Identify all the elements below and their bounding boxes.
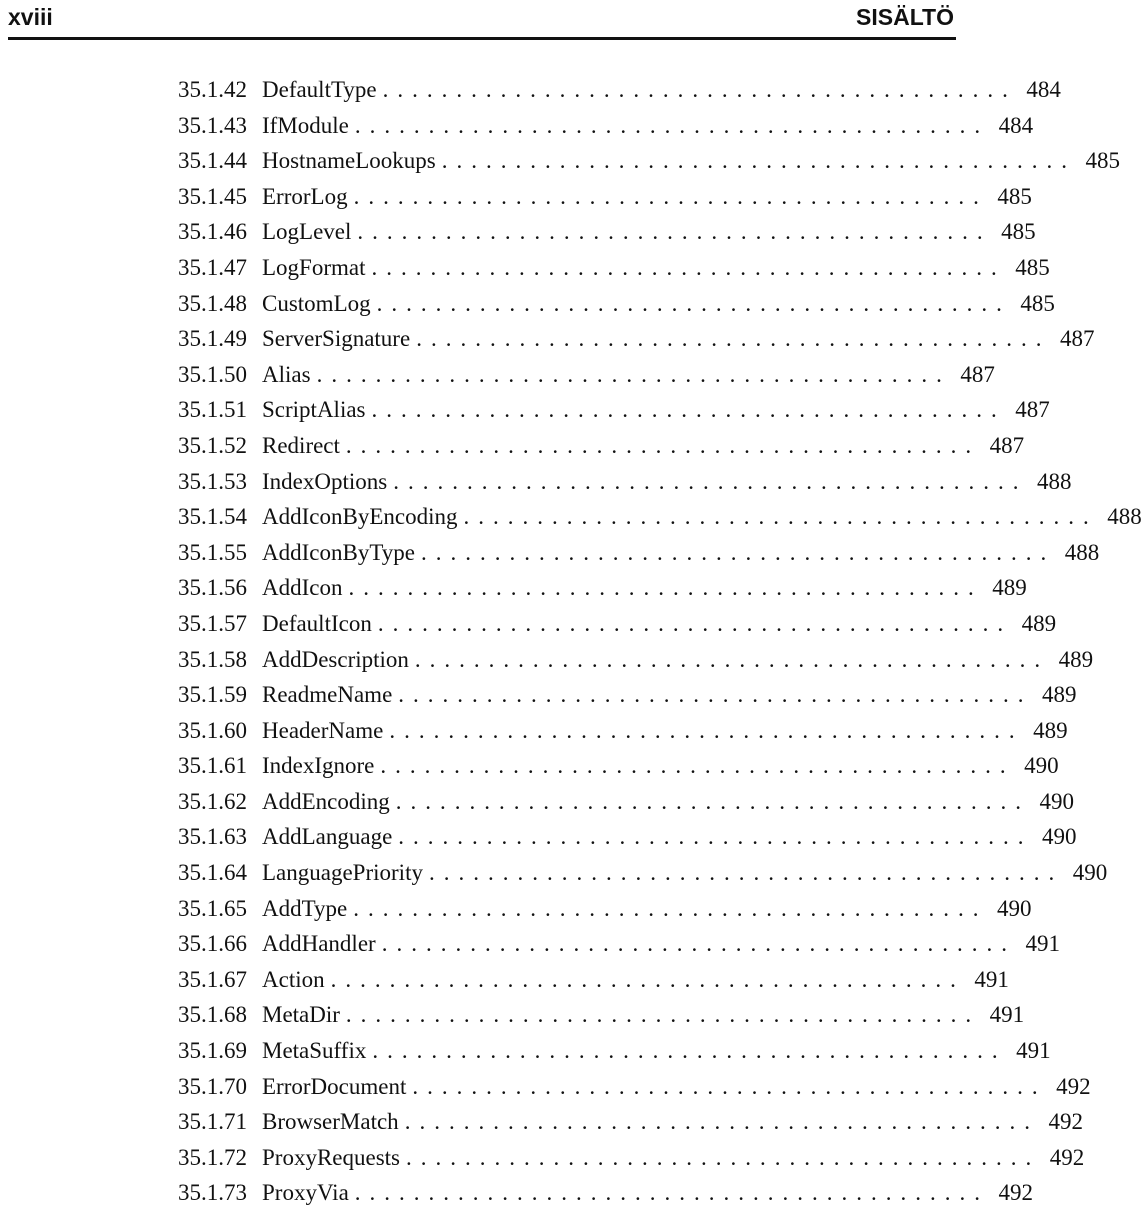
section-title: SISÄLTÖ [856,4,954,30]
toc-entry-title: AddIcon [262,575,343,601]
toc-entry-35-1-46[interactable] [178,214,1036,250]
toc-entry-35-1-42[interactable] [178,72,1061,108]
toc-dot-leader: ........................................... [330,966,965,992]
toc-entry-title: Action [262,966,325,992]
toc-entry-35-1-59[interactable] [178,677,1077,713]
toc-entry-number: 35.1.53 [178,468,247,494]
toc-entry-title: AddIconByEncoding [262,504,458,530]
toc-entry-page: 489 [1021,610,1057,636]
toc-entry-title: ReadmeName [262,682,393,708]
toc-entry-number: 35.1.52 [178,432,247,458]
toc-dot-leader: ........................................... [393,468,1028,494]
toc-entry-title: DefaultType [262,77,377,102]
toc-entry-page: 485 [1015,254,1050,280]
page-header [8,0,956,40]
toc-entry-page: 487 [1015,397,1050,423]
toc-entry-page: 492 [1056,1073,1091,1099]
toc-entry-number: 35.1.45 [178,183,247,209]
toc-entry-title: AddDescription [262,646,409,672]
toc-entry-35-1-63[interactable] [178,819,1077,855]
toc-entry-number: 35.1.47 [178,254,247,280]
toc-dot-leader: ........................................... [345,1002,981,1028]
toc-entry-35-1-68[interactable] [178,997,1025,1033]
toc-dot-leader: ........................................... [416,326,1051,352]
toc-entry-35-1-45[interactable] [178,179,1032,215]
toc-entry-35-1-47[interactable] [178,250,1050,286]
toc-entry-title: HeaderName [262,717,384,743]
toc-entry-page: 491 [1016,1038,1051,1064]
toc-dot-leader: ........................................... [398,682,1033,708]
toc-entry-title: ProxyVia [262,1180,349,1206]
toc-entry-number: 35.1.50 [178,361,247,387]
toc-entry-page: 485 [1020,290,1055,316]
toc-dot-leader: ........................................... [380,753,1015,779]
toc-entry-title: ServerSignature [262,326,411,352]
toc-entry-page: 489 [1058,646,1094,672]
toc-entry-title: AddEncoding [262,788,390,814]
toc-entry-number: 35.1.67 [178,966,247,992]
toc-entry-title: ScriptAlias [262,397,366,423]
toc-entry-page: 490 [1024,753,1059,779]
toc-entry-35-1-73[interactable] [178,1175,1034,1211]
toc-entry-number: 35.1.65 [178,895,247,921]
toc-entry-35-1-61[interactable] [178,748,1059,784]
toc-entry-35-1-44[interactable] [178,143,1121,179]
toc-entry-page: 485 [1001,219,1036,245]
toc-dot-leader: ........................................... [398,824,1033,850]
toc-entry-number: 35.1.55 [178,539,247,565]
toc-entry-35-1-67[interactable] [178,962,1009,998]
toc-dot-leader: ........................................... [406,1144,1041,1170]
toc-entry-number: 35.1.48 [178,290,247,316]
toc-entry-35-1-66[interactable] [178,926,1060,962]
toc-entry-35-1-69[interactable] [178,1033,1051,1069]
toc-entry-title: ProxyRequests [262,1144,400,1170]
toc-dot-leader: ........................................... [348,575,983,601]
toc-dot-leader: ........................................... [389,717,1024,743]
toc-entry-title: Alias [262,361,311,387]
toc-entry-page: 488 [1064,539,1100,565]
toc-entry-title: ErrorDocument [262,1073,407,1099]
toc-entry-35-1-60[interactable] [178,713,1068,749]
toc-entry-title: LanguagePriority [262,860,423,886]
toc-entry-35-1-43[interactable] [178,108,1034,144]
toc-entry-page: 491 [1025,931,1060,957]
toc-entry-page: 492 [998,1180,1034,1206]
toc-entry-title: IfModule [262,112,349,138]
toc-entry-number: 35.1.62 [178,788,247,814]
toc-entry-number: 35.1.68 [178,1002,247,1028]
toc-entry-number: 35.1.73 [178,1180,247,1206]
toc-entry-35-1-52[interactable] [178,428,1025,464]
toc-dot-leader: ........................................... [404,1109,1039,1135]
toc-dot-leader: ........................................... [377,610,1013,636]
toc-entry-page: 490 [1042,824,1077,850]
toc-entry-page: 485 [1085,148,1121,174]
toc-entry-page: 490 [997,895,1032,921]
toc-entry-title: CustomLog [262,290,371,316]
toc-entry-number: 35.1.58 [178,646,247,672]
toc-entry-title: AddHandler [262,931,376,957]
toc-entry-title: DefaultIcon [262,610,372,636]
toc-entry-number: 35.1.49 [178,326,247,352]
toc-entry-number: 35.1.63 [178,824,247,850]
toc-entry-35-1-57[interactable] [178,606,1057,642]
toc-entry-35-1-54[interactable] [178,499,1142,535]
toc-dot-leader: ........................................... [428,860,1064,886]
toc-entry-page: 489 [992,575,1027,601]
toc-dot-leader: ........................................... [420,539,1056,565]
toc-entry-number: 35.1.56 [178,575,247,601]
toc-entry-number: 35.1.59 [178,682,247,708]
toc-entry-title: ErrorLog [262,183,348,209]
toc-entry-35-1-72[interactable] [178,1140,1085,1176]
toc-entry-page: 485 [997,183,1032,209]
toc-entry-page: 487 [989,432,1025,458]
toc-entry-title: IndexIgnore [262,753,375,779]
toc-entry-number: 35.1.51 [178,397,247,423]
toc-entry-title: BrowserMatch [262,1109,399,1135]
toc-entry-35-1-51[interactable] [178,392,1050,428]
toc-entry-page: 488 [1107,504,1142,530]
toc-dot-leader: ........................................... [357,219,992,245]
toc-dot-leader: ........................................... [414,646,1050,672]
toc-entry-35-1-64[interactable] [178,855,1108,891]
toc-entry-35-1-58[interactable] [178,642,1094,678]
toc-dot-leader: ........................................... [376,290,1011,316]
toc-dot-leader: ........................................... [371,254,1006,280]
toc-dot-leader: ........................................... [345,432,981,458]
toc-dot-leader: ........................................... [354,1180,990,1206]
toc-entry-35-1-50[interactable] [178,357,995,393]
table-of-contents [178,72,1142,1211]
toc-entry-35-1-71[interactable] [178,1104,1083,1140]
toc-entry-page: 484 [998,112,1034,138]
toc-entry-35-1-55[interactable] [178,535,1100,571]
toc-entry-page: 487 [960,361,995,387]
toc-entry-number: 35.1.46 [178,219,247,245]
toc-dot-leader: ........................................... [353,183,988,209]
toc-entry-number: 35.1.64 [178,860,247,886]
toc-entry-page: 492 [1048,1109,1083,1135]
toc-entry-title: LogFormat [262,254,366,280]
toc-entry-35-1-65[interactable] [178,891,1032,927]
toc-dot-leader: ........................................... [353,895,988,921]
toc-entry-page: 490 [1072,860,1108,886]
toc-entry-page: 491 [989,1002,1025,1028]
toc-entry-number: 35.1.71 [178,1109,247,1135]
toc-entry-page: 484 [1026,77,1061,102]
toc-entry-title: AddLanguage [262,824,393,850]
toc-dot-leader: ........................................... [382,77,1017,102]
toc-entry-number: 35.1.54 [178,504,247,530]
toc-dot-leader: ........................................... [441,148,1077,174]
toc-dot-leader: ........................................... [463,504,1098,530]
toc-entry-35-1-49[interactable] [178,321,1095,357]
toc-entry-35-1-48[interactable] [178,286,1055,322]
toc-entry-35-1-70[interactable] [178,1069,1091,1105]
toc-entry-number: 35.1.70 [178,1073,247,1099]
toc-entry-number: 35.1.57 [178,610,247,636]
toc-entry-35-1-56[interactable] [178,570,1027,606]
toc-entry-35-1-53[interactable] [178,464,1072,500]
toc-entry-title: LogLevel [262,219,352,245]
toc-dot-leader: ........................................... [395,788,1031,814]
toc-entry-title: IndexOptions [262,468,388,494]
toc-entry-page: 489 [1033,717,1068,743]
toc-entry-title: HostnameLookups [262,148,436,174]
toc-entry-page: 489 [1042,682,1077,708]
toc-entry-title: AddIconByType [262,539,415,565]
toc-entry-number: 35.1.66 [178,931,247,957]
toc-dot-leader: ........................................... [372,1038,1007,1064]
toc-entry-page: 492 [1049,1144,1085,1170]
toc-dot-leader: ........................................... [412,1073,1047,1099]
toc-entry-35-1-62[interactable] [178,784,1075,820]
toc-entry-title: Redirect [262,432,340,458]
toc-entry-number: 35.1.61 [178,753,247,779]
toc-entry-title: AddType [262,895,348,921]
toc-entry-title: MetaDir [262,1002,340,1028]
toc-entry-page: 491 [974,966,1009,992]
toc-entry-number: 35.1.72 [178,1144,247,1170]
toc-entry-page: 488 [1036,468,1072,494]
toc-entry-number: 35.1.43 [178,112,247,138]
toc-dot-leader: ........................................... [316,361,951,387]
toc-entry-page: 487 [1059,326,1095,352]
page-number: xviii [8,4,53,30]
toc-entry-page: 490 [1039,788,1075,814]
toc-entry-number: 35.1.42 [178,77,247,102]
toc-entry-number: 35.1.44 [178,148,247,174]
toc-dot-leader: ........................................... [381,931,1016,957]
toc-entry-number: 35.1.60 [178,717,247,743]
toc-dot-leader: ........................................... [371,397,1006,423]
toc-entry-number: 35.1.69 [178,1038,247,1064]
toc-entry-title: MetaSuffix [262,1038,367,1064]
toc-dot-leader: ........................................... [354,112,990,138]
